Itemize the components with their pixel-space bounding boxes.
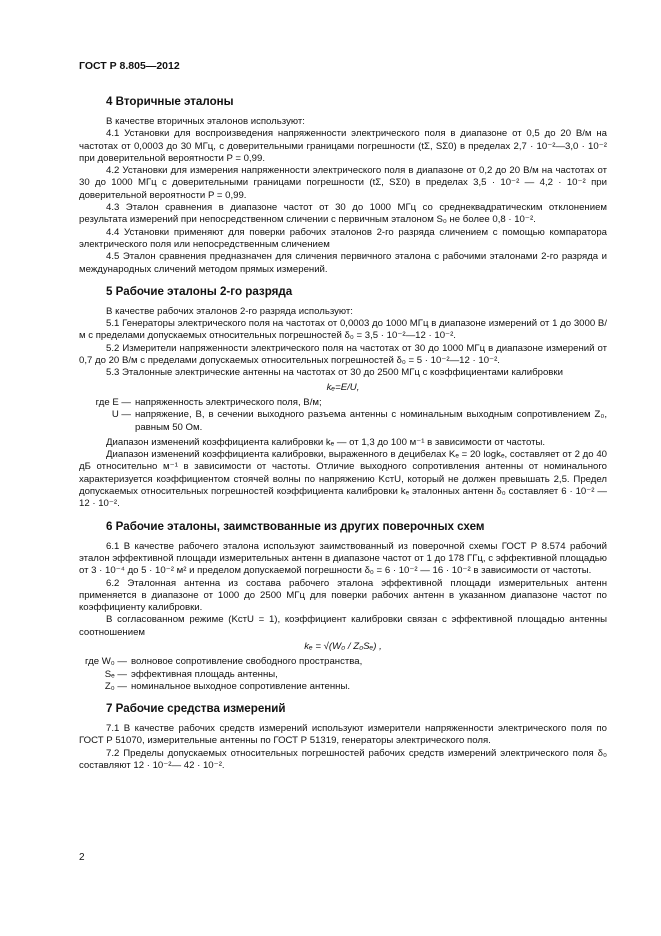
section-4-intro: В качестве вторичных эталонов используют: — [106, 116, 305, 127]
paragraph-5-range: Диапазон изменений коэффициента калибровки kₑ — от 1,3 до 100 м⁻¹ в зависимости от частоты. — [106, 436, 546, 448]
legend-term: где E — — [95, 396, 131, 408]
formula-calibration-factor: kₑ=E/U, — [326, 381, 360, 393]
section-6-title: 6 Рабочие эталоны, заимствованные из других поверочных схем — [106, 519, 485, 533]
paragraph-4-5: 4.5 Эталон сравнения предназначен для сличения первичного эталона с рабочими эталонами 2-го разряда и международных сличений методом прямых измерений. — [79, 251, 607, 275]
legend-desc: напряженность электрического поля, В/м; — [135, 396, 322, 408]
legend-desc: номинальное выходное сопротивление антенны. — [131, 680, 351, 692]
legend-term: U — — [111, 409, 131, 421]
section-5-title: 5 Рабочие эталоны 2-го разряда — [106, 284, 293, 298]
formula-effective-area: kₑ = √(W₀ / Z₀Sₑ) , — [304, 640, 382, 652]
paragraph-5-3: 5.3 Эталонные электрические антенны на частотах от 30 до 2500 МГц с коэффициентами калибровки — [106, 367, 563, 379]
paragraph-7-2: 7.2 Пределы допускаемых относительных погрешностей рабочих средств измерений электрического поля δ₀ составляют 12 · 10⁻²— 42 · 10⁻². — [79, 747, 607, 772]
paragraph-5-1: 5.1 Генераторы электрического поля на частотах от 0,0003 до 1000 МГц в диапазоне измерений от 1 до 3000 В/м с пределами допускаемых относительных погрешностей δ₀ = 3,5 · 10⁻²—12 · 10⁻². — [79, 318, 607, 342]
paragraph-4-2: 4.2 Установки для измерения напряженности электрического поля в диапазоне от 0,2 до 20 В/м на частотах от 30 до 1000 МГц с доверительными границами погрешности (tΣ, SΣ0) в пределах 3,5 · 10⁻² — 4,2 · 10⁻² при доверительной вероятности P = 0,99. — [79, 165, 607, 201]
paragraph-6-2: 6.2 Эталонная антенна из состава рабочего эталона эффективной площади измерительных антенн применяется в диапазоне от 1000 до 2500 МГц для поверки рабочих антенн в указанном диапазоне частот по коэффициенту калибровки. — [79, 577, 607, 614]
legend-row-z0 — [79, 681, 607, 693]
page-number: 2 — [79, 852, 85, 863]
section-5-intro: В качестве рабочих эталонов 2-го разряда используют: — [106, 305, 353, 317]
legend-term: Z₀ — — [104, 680, 127, 692]
legend-row-e — [79, 397, 607, 409]
paragraph-5-2: 5.2 Измерители напряженности электрического поля на частотах от 30 до 1000 МГц в диапазоне измерений от 0,7 до 20 В/м с пределами допускаемых относительных погрешностей δ₀ = 5 · 10⁻²—12 · 10⁻². — [79, 342, 607, 367]
legend-desc: эффективная площадь антенны, — [131, 668, 278, 680]
paragraph-7-1: 7.1 В качестве рабочих средств измерений используют измерители напряженности электрического поля по ГОСТ Р 51070, измерительные антенны по ГОСТ Р 51319, генераторы электрического поля. — [79, 723, 607, 747]
legend-desc: волновое сопротивление свободного пространства, — [131, 656, 363, 668]
legend-row-w0 — [79, 656, 607, 668]
legend-row-se — [79, 669, 607, 681]
paragraph-6-3: В согласованном режиме (KстU = 1), коэффициент калибровки связан с эффективной площадью антенны соотношением — [79, 614, 607, 638]
legend-desc: напряжение, В, в сечении выходного разъема антенны с номинальным выходным сопротивлением Z₀, равным 50 Ом. — [135, 409, 607, 433]
legend-row-u — [79, 409, 607, 434]
paragraph-4-1: 4.1 Установки для воспроизведения напряженности электрического поля в диапазоне от 0,5 до 20 В/м на частотах от 0,0003 до 30 МГц, с доверительными границами погрешности (tΣ, SΣ0) в пределах 2,7 · 10⁻²—3,0 · 10⁻² при доверительной вероятности P = 0,99. — [79, 128, 607, 164]
paragraph-4-3: 4.3 Эталон сравнения в диапазоне частот от 30 до 1000 МГц со среднеквадратическим отклонением результата измерений при непосредственном сличении с первичным эталоном S₀ не более 0,8 · 10⁻². — [79, 202, 607, 226]
legend-term: где W₀ — — [85, 656, 127, 668]
paragraph-5-decibel: Диапазон изменений коэффициента калибровки, выраженного в децибелах Kₑ = 20 logkₑ, составляет от 2 до 40 дБ относительно м⁻¹ в зависимости от частоты. Отличие выходного сопротивления антенны от номинального характеризуется коэффициентом стоячей волны по напряжению KстU, который не должен превышать 2,5. Предел допускаемых относительных погрешностей коэффициента калибровки kₑ эталонных антенн δ₀ составляет 6 · 10⁻² — 12 · 10⁻². — [79, 449, 607, 510]
paragraph-6-1: 6.1 В качестве рабочего эталона используют заимствованный из поверочной схемы ГОСТ Р 8.574 рабочий эталон эффективной площади измерительных антенн в диапазоне частот от 1 до 178 ГГц, с эффективной площадью от 3 · 10⁻⁴ до 5 · 10⁻² м² и пределом допускаемой погрешности δ₀ = 6 · 10⁻² — 16 · 10⁻² в зависимости от частоты. — [79, 540, 607, 577]
section-7-title: 7 Рабочие средства измерений — [106, 702, 286, 716]
paragraph-4-4: 4.4 Установки применяют для поверки рабочих эталонов 2-го разряда сличением с помощью компаратора электрического поля или непосредственным сличением — [79, 226, 607, 250]
document-body — [79, 95, 607, 772]
section-4-title: 4 Вторичные эталоны — [106, 95, 234, 108]
document-header: ГОСТ Р 8.805—2012 — [79, 60, 180, 72]
legend-term: Sₑ — — [104, 668, 127, 680]
